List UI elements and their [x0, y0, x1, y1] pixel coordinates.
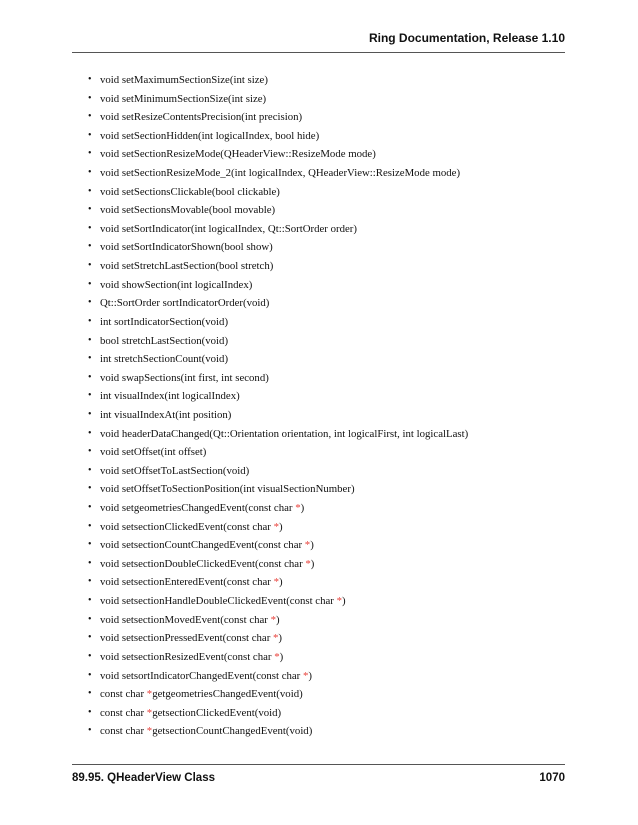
method-signature-end: ) — [300, 502, 305, 515]
bullet-icon: • — [88, 576, 92, 588]
bullet-icon: • — [88, 613, 92, 625]
method-list — [88, 73, 468, 743]
pointer-star: * — [270, 613, 277, 626]
bullet-icon: • — [88, 167, 92, 179]
method-signature-end: ) — [276, 613, 280, 626]
method-signature-start: int visualIndex(int logicalIndex) — [100, 390, 240, 403]
bullet-icon: • — [88, 632, 92, 644]
bullet-icon: • — [88, 408, 92, 420]
list-item — [88, 110, 468, 129]
list-item — [88, 147, 468, 166]
method-signature-end: ) — [308, 669, 312, 682]
method-signature-start: void setsectionMovedEvent(const char — [100, 613, 271, 626]
method-signature-start: int sortIndicatorSection(void) — [100, 315, 229, 328]
list-item — [88, 259, 468, 278]
pointer-star: * — [295, 502, 301, 515]
list-item — [88, 482, 468, 501]
list-item — [88, 240, 468, 259]
method-signature-start: Qt::SortOrder sortIndicatorOrder(void) — [100, 297, 270, 310]
method-signature-start: void setsectionClickedEvent(const char — [100, 520, 274, 533]
bullet-icon: • — [88, 315, 92, 327]
list-item — [88, 631, 468, 650]
list-item — [88, 594, 468, 613]
bullet-icon: • — [88, 111, 92, 123]
method-signature-start: void setSectionResizeMode_2(int logicalIndex, QHeaderView::ResizeMode mode) — [100, 167, 461, 180]
method-signature-start: int stretchSectionCount(void) — [100, 353, 229, 366]
list-item — [88, 73, 468, 92]
page-header — [72, 30, 565, 53]
pointer-star: * — [273, 520, 280, 533]
method-signature-start: const char — [100, 706, 147, 719]
method-signature-start: int visualIndexAt(int position) — [100, 408, 232, 421]
bullet-icon: • — [88, 222, 92, 234]
bullet-icon: • — [88, 446, 92, 458]
method-signature-start: void setStretchLastSection(bool stretch) — [100, 260, 274, 273]
pointer-star: * — [336, 595, 342, 608]
bullet-icon: • — [88, 334, 92, 346]
list-item — [88, 613, 468, 632]
bullet-icon: • — [88, 595, 92, 607]
bullet-icon: • — [88, 650, 92, 662]
page-footer — [72, 764, 565, 789]
bullet-icon: • — [88, 483, 92, 495]
method-signature-start: void setsectionPressedEvent(const char — [100, 632, 274, 645]
method-signature-end: ) — [310, 557, 315, 570]
bullet-icon: • — [88, 204, 92, 216]
method-signature-end: ) — [278, 632, 283, 645]
method-signature-end: getgeometriesChangedEvent(void) — [152, 688, 303, 701]
bullet-icon: • — [88, 502, 92, 514]
method-signature-start: void setgeometriesChangedEvent(const char — [100, 502, 296, 515]
method-signature-start: void setsectionResizedEvent(const char — [100, 650, 275, 663]
bullet-icon: • — [88, 353, 92, 365]
method-signature-start: void setsortIndicatorChangedEvent(const char — [100, 669, 303, 682]
method-signature-start: const char — [100, 688, 147, 701]
bullet-icon: • — [88, 278, 92, 290]
bullet-icon: • — [88, 241, 92, 253]
list-item — [88, 408, 468, 427]
bullet-icon: • — [88, 371, 92, 383]
method-signature-start: void setsectionCountChangedEvent(const char — [100, 539, 305, 552]
list-item — [88, 650, 468, 669]
list-item — [88, 557, 468, 576]
bullet-icon: • — [88, 669, 92, 681]
method-signature-end: getsectionCountChangedEvent(void) — [152, 725, 313, 738]
method-signature-start: bool stretchLastSection(void) — [100, 334, 229, 347]
bullet-icon: • — [88, 520, 92, 532]
method-signature-start: void setOffsetToLastSection(void) — [100, 464, 250, 477]
bullet-icon: • — [88, 557, 92, 569]
method-signature-start: void setMinimumSectionSize(int size) — [100, 92, 267, 105]
list-item — [88, 538, 468, 557]
method-signature-start: void headerDataChanged(Qt::Orientation orientation, int logicalFirst, int logicalLast) — [100, 427, 469, 440]
method-signature-start: void setSortIndicator(int logicalIndex, Qt::SortOrder order) — [100, 222, 357, 235]
method-signature-start: void setsectionHandleDoubleClickedEvent(const char — [100, 595, 337, 608]
list-item — [88, 371, 468, 390]
list-item — [88, 389, 468, 408]
method-signature-start: void setSectionResizeMode(QHeaderView::ResizeMode mode) — [100, 148, 376, 161]
list-item — [88, 445, 468, 464]
method-signature-end: ) — [279, 520, 283, 533]
bullet-icon: • — [88, 129, 92, 141]
pointer-star: * — [146, 706, 153, 719]
pointer-star: * — [273, 632, 279, 645]
method-signature-start: void setResizeContentsPrecision(int precision) — [100, 111, 303, 124]
method-signature-end: ) — [279, 576, 283, 589]
method-signature-start: void setsectionDoubleClickedEvent(const char — [100, 557, 306, 570]
pointer-star: * — [305, 557, 311, 570]
list-item — [88, 352, 468, 371]
bullet-icon: • — [88, 390, 92, 402]
bullet-icon: • — [88, 725, 92, 737]
list-item — [88, 501, 468, 520]
pointer-star: * — [146, 688, 153, 701]
method-signature-end: ) — [279, 650, 284, 663]
pointer-star: * — [304, 539, 311, 552]
bullet-icon: • — [88, 539, 92, 551]
list-item — [88, 669, 468, 688]
list-item — [88, 296, 468, 315]
page-number: 1070 — [539, 772, 565, 784]
bullet-icon: • — [88, 464, 92, 476]
pointer-star: * — [274, 650, 280, 663]
pointer-star: * — [146, 725, 153, 738]
method-signature-start: void setOffset(int offset) — [100, 446, 207, 459]
list-item — [88, 92, 468, 111]
pointer-star: * — [302, 669, 309, 682]
list-item — [88, 222, 468, 241]
document-title: Ring Documentation, Release 1.10 — [368, 31, 565, 45]
method-signature-start: void swapSections(int first, int second) — [100, 371, 269, 384]
list-item — [88, 203, 468, 222]
method-signature-end: ) — [310, 539, 314, 552]
method-signature-start: void showSection(int logicalIndex) — [100, 278, 253, 291]
list-item — [88, 520, 468, 539]
list-item — [88, 185, 468, 204]
method-signature-start: void setsectionEnteredEvent(const char — [100, 576, 274, 589]
list-item — [88, 315, 468, 334]
bullet-icon: • — [88, 427, 92, 439]
list-item — [88, 464, 468, 483]
list-item — [88, 278, 468, 297]
method-signature-start: void setSectionHidden(int logicalIndex, bool hide) — [100, 129, 320, 142]
method-signature-end: ) — [341, 595, 346, 608]
method-signature-start: void setMaximumSectionSize(int size) — [100, 74, 268, 86]
method-signature-start: void setSectionsMovable(bool movable) — [100, 204, 276, 217]
method-signature-end: getsectionClickedEvent(void) — [152, 706, 282, 719]
method-signature-start: void setSortIndicatorShown(bool show) — [100, 241, 273, 254]
bullet-icon: • — [88, 297, 92, 309]
list-item — [88, 575, 468, 594]
method-signature-start: void setOffsetToSectionPosition(int visualSectionNumber) — [100, 483, 355, 496]
bullet-icon: • — [88, 260, 92, 272]
bullet-icon: • — [88, 185, 92, 197]
list-item — [88, 706, 468, 725]
method-signature-start: const char — [100, 725, 147, 738]
section-title: 89.95. QHeaderView Class — [72, 772, 215, 784]
list-item — [88, 427, 468, 446]
bullet-icon: • — [88, 74, 92, 85]
bullet-icon: • — [88, 688, 92, 700]
method-signature-start: void setSectionsClickable(bool clickable) — [100, 185, 280, 198]
pointer-star: * — [273, 576, 279, 589]
list-item — [88, 687, 468, 706]
bullet-icon: • — [88, 706, 92, 718]
bullet-icon: • — [88, 92, 92, 104]
bullet-icon: • — [88, 148, 92, 160]
list-item — [88, 724, 468, 743]
list-item — [88, 166, 468, 185]
list-item — [88, 334, 468, 353]
list-item — [88, 129, 468, 148]
